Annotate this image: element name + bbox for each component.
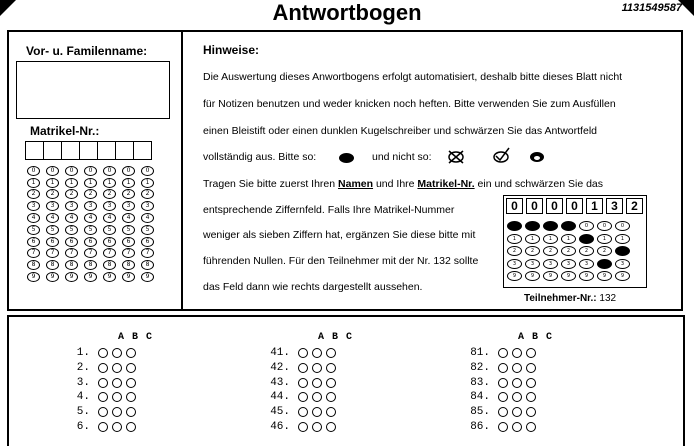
answer-bubble[interactable] — [98, 378, 108, 388]
matrikel-bubble[interactable]: 5 — [141, 225, 154, 235]
example-bubble: 3 — [597, 259, 612, 269]
crossed-circle-icon — [447, 149, 465, 165]
question-row — [260, 347, 340, 359]
matrikel-bubble[interactable]: 5 — [84, 225, 97, 235]
answer-bubble[interactable] — [312, 348, 322, 358]
bubble-row — [507, 258, 633, 271]
instructions-line: weniger als sieben Ziffern hat, ergänzen Sie diese bitte mit — [203, 229, 476, 241]
matrikel-bubble[interactable]: 3 — [141, 201, 154, 211]
matrikel-bubble[interactable]: 2 — [103, 189, 116, 199]
question-number: 4. — [76, 391, 90, 404]
answer-bubble[interactable] — [512, 348, 522, 358]
example-digit-box: 0 — [506, 198, 523, 214]
matrikel-bubble[interactable]: 1 — [122, 178, 135, 188]
example-bubble: 2 — [615, 246, 630, 256]
question-row — [60, 406, 140, 418]
answer-bubble[interactable] — [112, 422, 122, 432]
example-digit-boxes — [506, 198, 646, 214]
example-bubble: 9 — [525, 271, 540, 281]
question-number: 1. — [76, 347, 90, 359]
question-number: 45. — [270, 406, 290, 419]
example-bubble: 1 — [561, 234, 576, 244]
example-bubble: 0 — [525, 221, 540, 231]
answer-bubble[interactable] — [498, 363, 508, 373]
matrikel-bubble[interactable]: 2 — [141, 189, 154, 199]
matrikel-bubble[interactable]: 0 — [84, 166, 97, 176]
example-bubble: 2 — [507, 246, 522, 256]
answer-bubble[interactable] — [498, 348, 508, 358]
answer-bubble[interactable] — [312, 363, 322, 373]
answer-bubble[interactable] — [298, 363, 308, 373]
question-row — [60, 377, 140, 389]
matrikel-bubble[interactable]: 8 — [122, 260, 135, 270]
answer-options-header — [518, 332, 560, 343]
question-number: 84. — [470, 391, 490, 404]
matrikel-bubble[interactable]: 6 — [65, 237, 78, 247]
matrikel-bubble[interactable]: 1 — [141, 178, 154, 188]
answer-bubble[interactable] — [312, 392, 322, 402]
matrikel-bubble[interactable]: 2 — [27, 189, 40, 199]
bubble-row — [27, 271, 160, 283]
answer-bubble[interactable] — [498, 407, 508, 417]
question-number: 46. — [270, 421, 290, 433]
bubble-row — [27, 200, 160, 212]
matrikel-bubble[interactable]: 6 — [141, 237, 154, 247]
section-divider — [181, 30, 183, 311]
bubble-row — [27, 248, 160, 260]
example-bubble: 3 — [561, 259, 576, 269]
bubble-row — [27, 259, 160, 271]
question-row — [60, 391, 140, 403]
option-label: C — [346, 332, 353, 343]
matrikel-bubble[interactable]: 0 — [46, 166, 59, 176]
matrikel-bubble[interactable]: 3 — [46, 201, 59, 211]
matrikel-digit-box[interactable] — [43, 141, 62, 160]
instructions-line: führenden Nullen. Für den Teilnehmer mit der Nr. 132 sollte — [203, 255, 479, 267]
answer-bubble[interactable] — [126, 348, 136, 358]
example-bubble: 3 — [525, 259, 540, 269]
example-bubble: 9 — [579, 271, 594, 281]
matrikel-bubble[interactable]: 3 — [122, 201, 135, 211]
answer-bubble[interactable] — [298, 407, 308, 417]
answer-options-header — [118, 332, 160, 343]
answer-bubble[interactable] — [298, 422, 308, 432]
example-bubble: 9 — [561, 271, 576, 281]
answer-bubble[interactable] — [126, 422, 136, 432]
example-bubble: 2 — [525, 246, 540, 256]
instructions-line: Tragen Sie bitte zuerst Ihren Namen und Ihre Matrikel-Nr. ein und schwärzen Sie das — [203, 178, 604, 190]
example-bubble: 3 — [543, 259, 558, 269]
matrikel-bubble[interactable]: 5 — [65, 225, 78, 235]
instructions-line: das Feld dann wie rechts dargestellt aussehen. — [203, 281, 423, 293]
matrikel-bubble[interactable]: 4 — [46, 213, 59, 223]
example-bubble: 0 — [507, 221, 522, 231]
question-number: 44. — [270, 391, 290, 404]
answer-bubble[interactable] — [512, 363, 522, 373]
matrikel-bubble[interactable]: 7 — [84, 248, 97, 258]
matrikel-bubble[interactable]: 4 — [84, 213, 97, 223]
participant-number-label: Teilnehmer-Nr.: 132 — [524, 293, 617, 304]
matrikel-bubble[interactable]: 7 — [27, 248, 40, 258]
example-bubble-grid — [507, 220, 633, 283]
answer-bubble[interactable] — [112, 392, 122, 402]
matrikel-bubble[interactable]: 7 — [103, 248, 116, 258]
matrikel-digit-box[interactable] — [97, 141, 116, 160]
matrikel-bubble[interactable]: 8 — [27, 260, 40, 270]
option-label: B — [132, 332, 139, 343]
example-bubble: 3 — [579, 259, 594, 269]
question-number: 6. — [76, 421, 90, 433]
matrikel-bubble[interactable]: 2 — [46, 189, 59, 199]
example-bubble: 3 — [615, 259, 630, 269]
matrikel-bubble[interactable]: 4 — [141, 213, 154, 223]
answer-bubble[interactable] — [512, 422, 522, 432]
matrikel-bubble[interactable]: 9 — [103, 272, 116, 282]
question-number: 81. — [470, 347, 490, 359]
answer-bubble[interactable] — [526, 392, 536, 402]
example-bubble: 2 — [561, 246, 576, 256]
answer-bubble[interactable] — [112, 378, 122, 388]
form-id: 1131549587 — [621, 2, 682, 14]
matrikel-digit-box[interactable] — [61, 141, 80, 160]
question-number: 3. — [76, 376, 90, 389]
checked-circle-icon — [492, 146, 512, 164]
question-row — [260, 391, 340, 403]
question-number: 41. — [270, 347, 290, 359]
instructions-line: entsprechende Ziffernfeld. Falls Ihre Matrikel-Nummer — [203, 204, 455, 216]
question-row — [460, 377, 540, 389]
question-number: 42. — [270, 361, 290, 374]
question-row — [60, 347, 140, 359]
bubble-row — [27, 189, 160, 201]
matrikel-bubble[interactable]: 1 — [46, 178, 59, 188]
answer-bubble[interactable] — [326, 378, 336, 388]
bubble-row — [507, 233, 633, 246]
matrikel-bubble[interactable]: 7 — [65, 248, 78, 258]
matrikel-bubble[interactable]: 5 — [103, 225, 116, 235]
example-digit-box: 3 — [606, 198, 623, 214]
bubble-row — [507, 245, 633, 258]
answer-options-header — [318, 332, 360, 343]
bubble-row — [507, 220, 633, 233]
matrikel-bubble[interactable]: 0 — [122, 166, 135, 176]
answer-bubble[interactable] — [326, 392, 336, 402]
question-row — [460, 421, 540, 433]
example-bubble: 0 — [579, 221, 594, 231]
instructions-heading: Hinweise: — [203, 43, 260, 57]
example-digit-box: 0 — [566, 198, 583, 214]
bubble-row — [507, 270, 633, 283]
matrikel-bubble[interactable]: 9 — [65, 272, 78, 282]
question-row — [460, 347, 540, 359]
example-bubble: 1 — [615, 234, 630, 244]
answer-bubble[interactable] — [98, 422, 108, 432]
matrikel-bubble[interactable]: 3 — [27, 201, 40, 211]
matrikel-label: Matrikel-Nr.: — [30, 124, 100, 138]
question-row — [460, 406, 540, 418]
matrikel-bubble[interactable]: 8 — [103, 260, 116, 270]
example-bubble: 3 — [507, 259, 522, 269]
question-number: 83. — [470, 376, 490, 389]
matrikel-bubble[interactable]: 0 — [27, 166, 40, 176]
example-bubble: 1 — [597, 234, 612, 244]
question-number: 43. — [270, 376, 290, 389]
answer-bubble[interactable] — [498, 378, 508, 388]
filled-example-icon — [339, 153, 354, 163]
answer-bubble[interactable] — [112, 407, 122, 417]
answer-bubble[interactable] — [298, 348, 308, 358]
instructions-line: und nicht so: — [372, 151, 432, 163]
page-title: Antwortbogen — [272, 0, 422, 25]
answer-bubble[interactable] — [126, 378, 136, 388]
matrikel-bubble[interactable]: 9 — [84, 272, 97, 282]
option-label: C — [146, 332, 153, 343]
answer-bubble[interactable] — [112, 363, 122, 373]
matrikel-bubble[interactable]: 4 — [65, 213, 78, 223]
matrikel-bubble-grid — [27, 165, 160, 283]
matrikel-bubble[interactable]: 7 — [141, 248, 154, 258]
answer-bubble[interactable] — [298, 378, 308, 388]
question-row — [60, 362, 140, 374]
question-row — [260, 362, 340, 374]
question-row — [60, 421, 140, 433]
matrikel-bubble[interactable]: 2 — [84, 189, 97, 199]
example-bubble: 1 — [507, 234, 522, 244]
matrikel-digit-box[interactable] — [115, 141, 134, 160]
matrikel-bubble[interactable]: 9 — [27, 272, 40, 282]
example-bubble: 0 — [615, 221, 630, 231]
matrikel-bubble[interactable]: 3 — [103, 201, 116, 211]
option-label: B — [332, 332, 339, 343]
answer-bubble[interactable] — [112, 348, 122, 358]
question-row — [260, 421, 340, 433]
matrikel-digit-box[interactable] — [25, 141, 44, 160]
answer-bubble[interactable] — [512, 378, 522, 388]
answer-bubble[interactable] — [312, 422, 322, 432]
matrikel-bubble[interactable]: 1 — [84, 178, 97, 188]
name-field[interactable] — [16, 61, 170, 119]
instructions-line: vollständig aus. Bitte so: — [203, 151, 317, 163]
answer-bubble[interactable] — [126, 407, 136, 417]
answer-bubble[interactable] — [526, 363, 536, 373]
question-number: 86. — [470, 421, 490, 433]
example-bubble: 9 — [615, 271, 630, 281]
example-bubble: 0 — [561, 221, 576, 231]
matrikel-digit-box[interactable] — [79, 141, 98, 160]
question-row — [460, 391, 540, 403]
question-row — [260, 377, 340, 389]
answer-bubble[interactable] — [126, 363, 136, 373]
example-digit-box: 1 — [586, 198, 603, 214]
matrikel-bubble[interactable]: 1 — [65, 178, 78, 188]
bubble-row — [27, 165, 160, 177]
instructions-line: Die Auswertung dieses Anwortbogens erfolgt automatisiert, deshalb bitte dieses Blatt nicht — [203, 71, 623, 83]
answer-bubble[interactable] — [526, 407, 536, 417]
answer-bubble[interactable] — [526, 348, 536, 358]
matrikel-bubble[interactable]: 8 — [65, 260, 78, 270]
matrikel-bubble[interactable]: 5 — [46, 225, 59, 235]
example-bubble: 0 — [597, 221, 612, 231]
answer-bubble[interactable] — [526, 378, 536, 388]
matrikel-bubble[interactable]: 3 — [84, 201, 97, 211]
answer-bubble[interactable] — [98, 407, 108, 417]
answer-bubble[interactable] — [98, 348, 108, 358]
matrikel-bubble[interactable]: 5 — [27, 225, 40, 235]
matrikel-bubble[interactable]: 6 — [84, 237, 97, 247]
answer-bubble[interactable] — [498, 392, 508, 402]
answer-bubble[interactable] — [126, 392, 136, 402]
matrikel-bubble[interactable]: 4 — [103, 213, 116, 223]
answer-bubble[interactable] — [498, 422, 508, 432]
answer-bubble[interactable] — [98, 392, 108, 402]
matrikel-digit-box[interactable] — [133, 141, 152, 160]
question-row — [460, 362, 540, 374]
answer-bubble[interactable] — [526, 422, 536, 432]
answer-bubble[interactable] — [298, 392, 308, 402]
option-label: A — [318, 332, 325, 343]
matrikel-bubble[interactable]: 7 — [122, 248, 135, 258]
answer-bubble[interactable] — [98, 363, 108, 373]
question-row — [260, 406, 340, 418]
answer-bubble[interactable] — [326, 422, 336, 432]
matrikel-bubble[interactable]: 6 — [122, 237, 135, 247]
name-label: Vor- u. Familenname: — [26, 44, 148, 58]
answer-bubble[interactable] — [512, 407, 522, 417]
option-label: A — [118, 332, 125, 343]
matrikel-bubble[interactable]: 8 — [46, 260, 59, 270]
question-number: 2. — [76, 361, 90, 374]
matrikel-bubble[interactable]: 4 — [122, 213, 135, 223]
matrikel-bubble[interactable]: 0 — [103, 166, 116, 176]
partial-fill-icon — [528, 150, 546, 164]
matrikel-bubble[interactable]: 2 — [65, 189, 78, 199]
example-bubble: 9 — [597, 271, 612, 281]
example-bubble: 0 — [543, 221, 558, 231]
question-number: 5. — [76, 406, 90, 419]
example-bubble: 2 — [597, 246, 612, 256]
bubble-row — [27, 177, 160, 189]
matrikel-bubble[interactable]: 9 — [46, 272, 59, 282]
example-bubble: 1 — [579, 234, 594, 244]
option-label: C — [546, 332, 553, 343]
question-number: 85. — [470, 406, 490, 419]
matrikel-bubble[interactable]: 3 — [65, 201, 78, 211]
matrikel-bubble[interactable]: 8 — [84, 260, 97, 270]
matrikel-bubble[interactable]: 0 — [65, 166, 78, 176]
answer-bubble[interactable] — [326, 407, 336, 417]
matrikel-digit-boxes — [25, 141, 151, 160]
matrikel-bubble[interactable]: 9 — [141, 272, 154, 282]
option-label: A — [518, 332, 525, 343]
bubble-row — [27, 236, 160, 248]
example-bubble: 2 — [543, 246, 558, 256]
answer-bubble[interactable] — [512, 392, 522, 402]
example-bubble: 9 — [543, 271, 558, 281]
example-digit-box: 2 — [626, 198, 643, 214]
bubble-row — [27, 224, 160, 236]
example-digit-box: 0 — [526, 198, 543, 214]
instructions-line: für Notizen benutzen und weder knicken noch heften. Bitte verwenden Sie zum Ausfüllen — [203, 98, 616, 110]
matrikel-bubble[interactable]: 1 — [103, 178, 116, 188]
question-number: 82. — [470, 361, 490, 374]
matrikel-bubble[interactable]: 6 — [103, 237, 116, 247]
example-bubble: 1 — [525, 234, 540, 244]
answer-bubble[interactable] — [312, 378, 322, 388]
example-bubble: 9 — [507, 271, 522, 281]
matrikel-bubble[interactable]: 6 — [27, 237, 40, 247]
matrikel-bubble[interactable]: 0 — [141, 166, 154, 176]
matrikel-bubble[interactable]: 4 — [27, 213, 40, 223]
matrikel-bubble[interactable]: 6 — [46, 237, 59, 247]
matrikel-bubble[interactable]: 2 — [122, 189, 135, 199]
example-digit-box: 0 — [546, 198, 563, 214]
answer-bubble[interactable] — [326, 348, 336, 358]
matrikel-bubble[interactable]: 8 — [141, 260, 154, 270]
answer-bubble[interactable] — [326, 363, 336, 373]
matrikel-bubble[interactable]: 5 — [122, 225, 135, 235]
matrikel-bubble[interactable]: 9 — [122, 272, 135, 282]
example-bubble: 2 — [579, 246, 594, 256]
option-label: B — [532, 332, 539, 343]
matrikel-bubble[interactable]: 1 — [27, 178, 40, 188]
example-bubble: 1 — [543, 234, 558, 244]
instructions-line: einen Bleistift oder einen dunklen Kugelschreiber und schwärzen Sie das Antwortfeld — [203, 125, 597, 137]
matrikel-bubble[interactable]: 7 — [46, 248, 59, 258]
bubble-row — [27, 212, 160, 224]
answer-bubble[interactable] — [312, 407, 322, 417]
